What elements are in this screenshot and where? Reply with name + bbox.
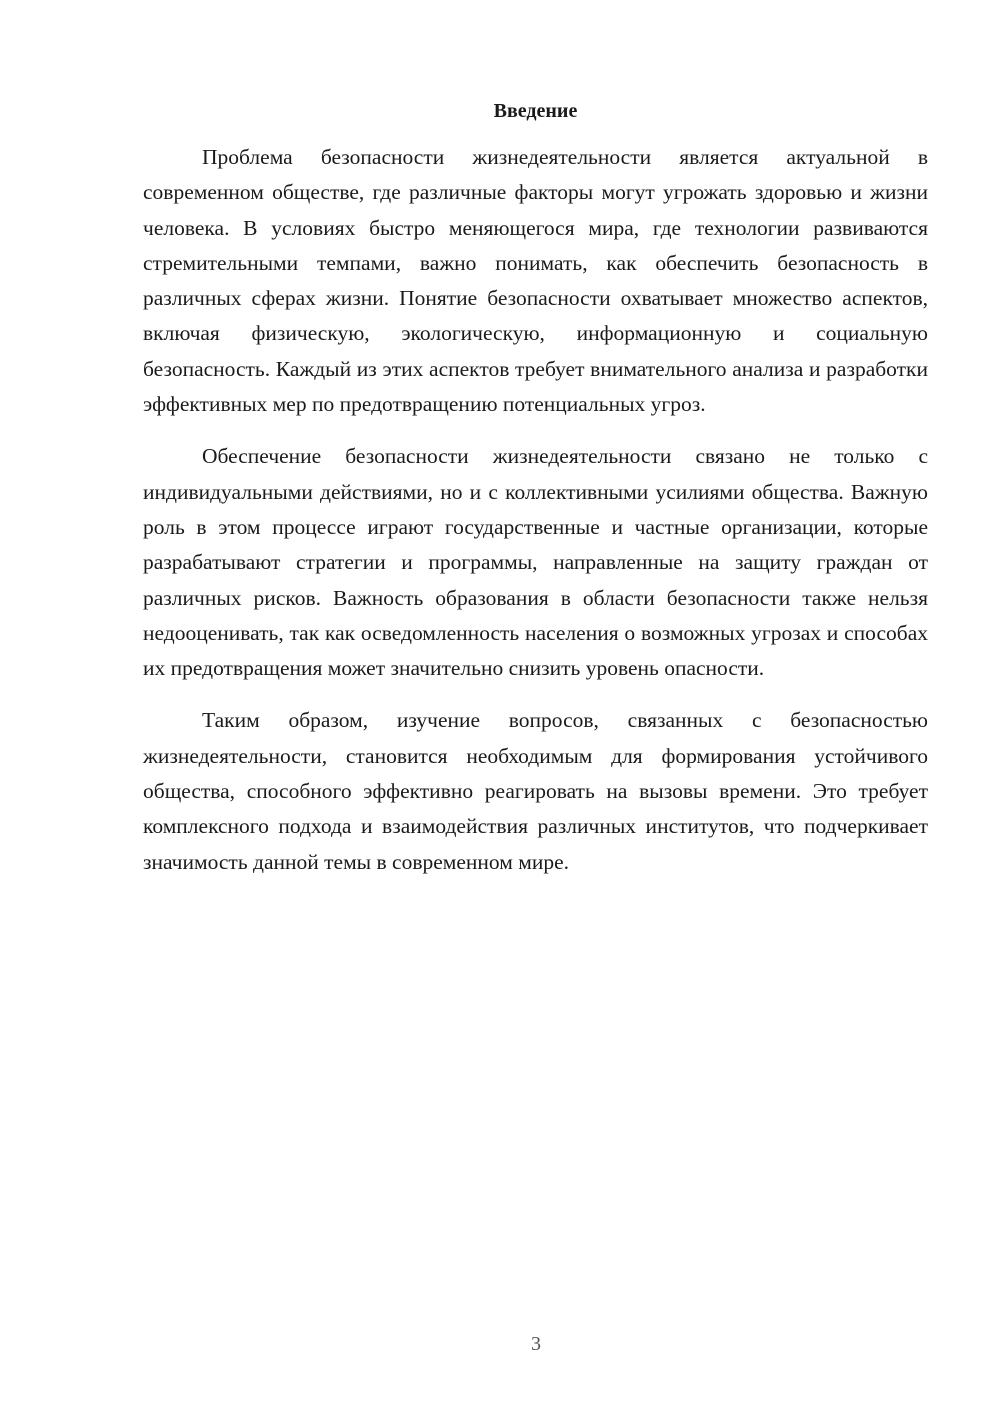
- paragraph-1: Проблема безопасности жизнедеятельности является актуальной в современном обществе, где различные факторы могут угрожать здоровью и жизни человека. В условиях быстро меняющегося мира, где технологии развиваются стремительными темпами, важно понимать, как обеспечить безопасность в различных сферах жизни. Понятие безопасности охватывает множество аспектов, включая физическую, экологическую, информационную и социальную безопасность. Каждый из этих аспектов требует внимательного анализа и разработки эффективных мер по предотвращению потенциальных угроз.: [143, 145, 928, 417]
- paragraph-2: Обеспечение безопасности жизнедеятельности связано не только с индивидуальными действиями, но и с коллективными усилиями общества. Важную роль в этом процессе играют государственные и частные организации, которые разрабатывают стратегии и программы, направленные на защиту граждан от различных рисков. Важность образования в области безопасности также нельзя недооценивать, так как осведомленность населения о возможных угрозах и способах их предотвращения может значительно снизить уровень опасности.: [143, 444, 928, 681]
- paragraph-3: Таким образом, изучение вопросов, связанных с безопасностью жизнедеятельности, становится необходимым для формирования устойчивого общества, способного эффективно реагировать на вызовы времени. Это требует комплексного подхода и взаимодействия различных институтов, что подчеркивает значимость данной темы в современном мире.: [143, 708, 928, 874]
- document-page: [143, 95, 928, 880]
- page-number: 3: [531, 1333, 541, 1355]
- section-title: Введение: [493, 100, 578, 122]
